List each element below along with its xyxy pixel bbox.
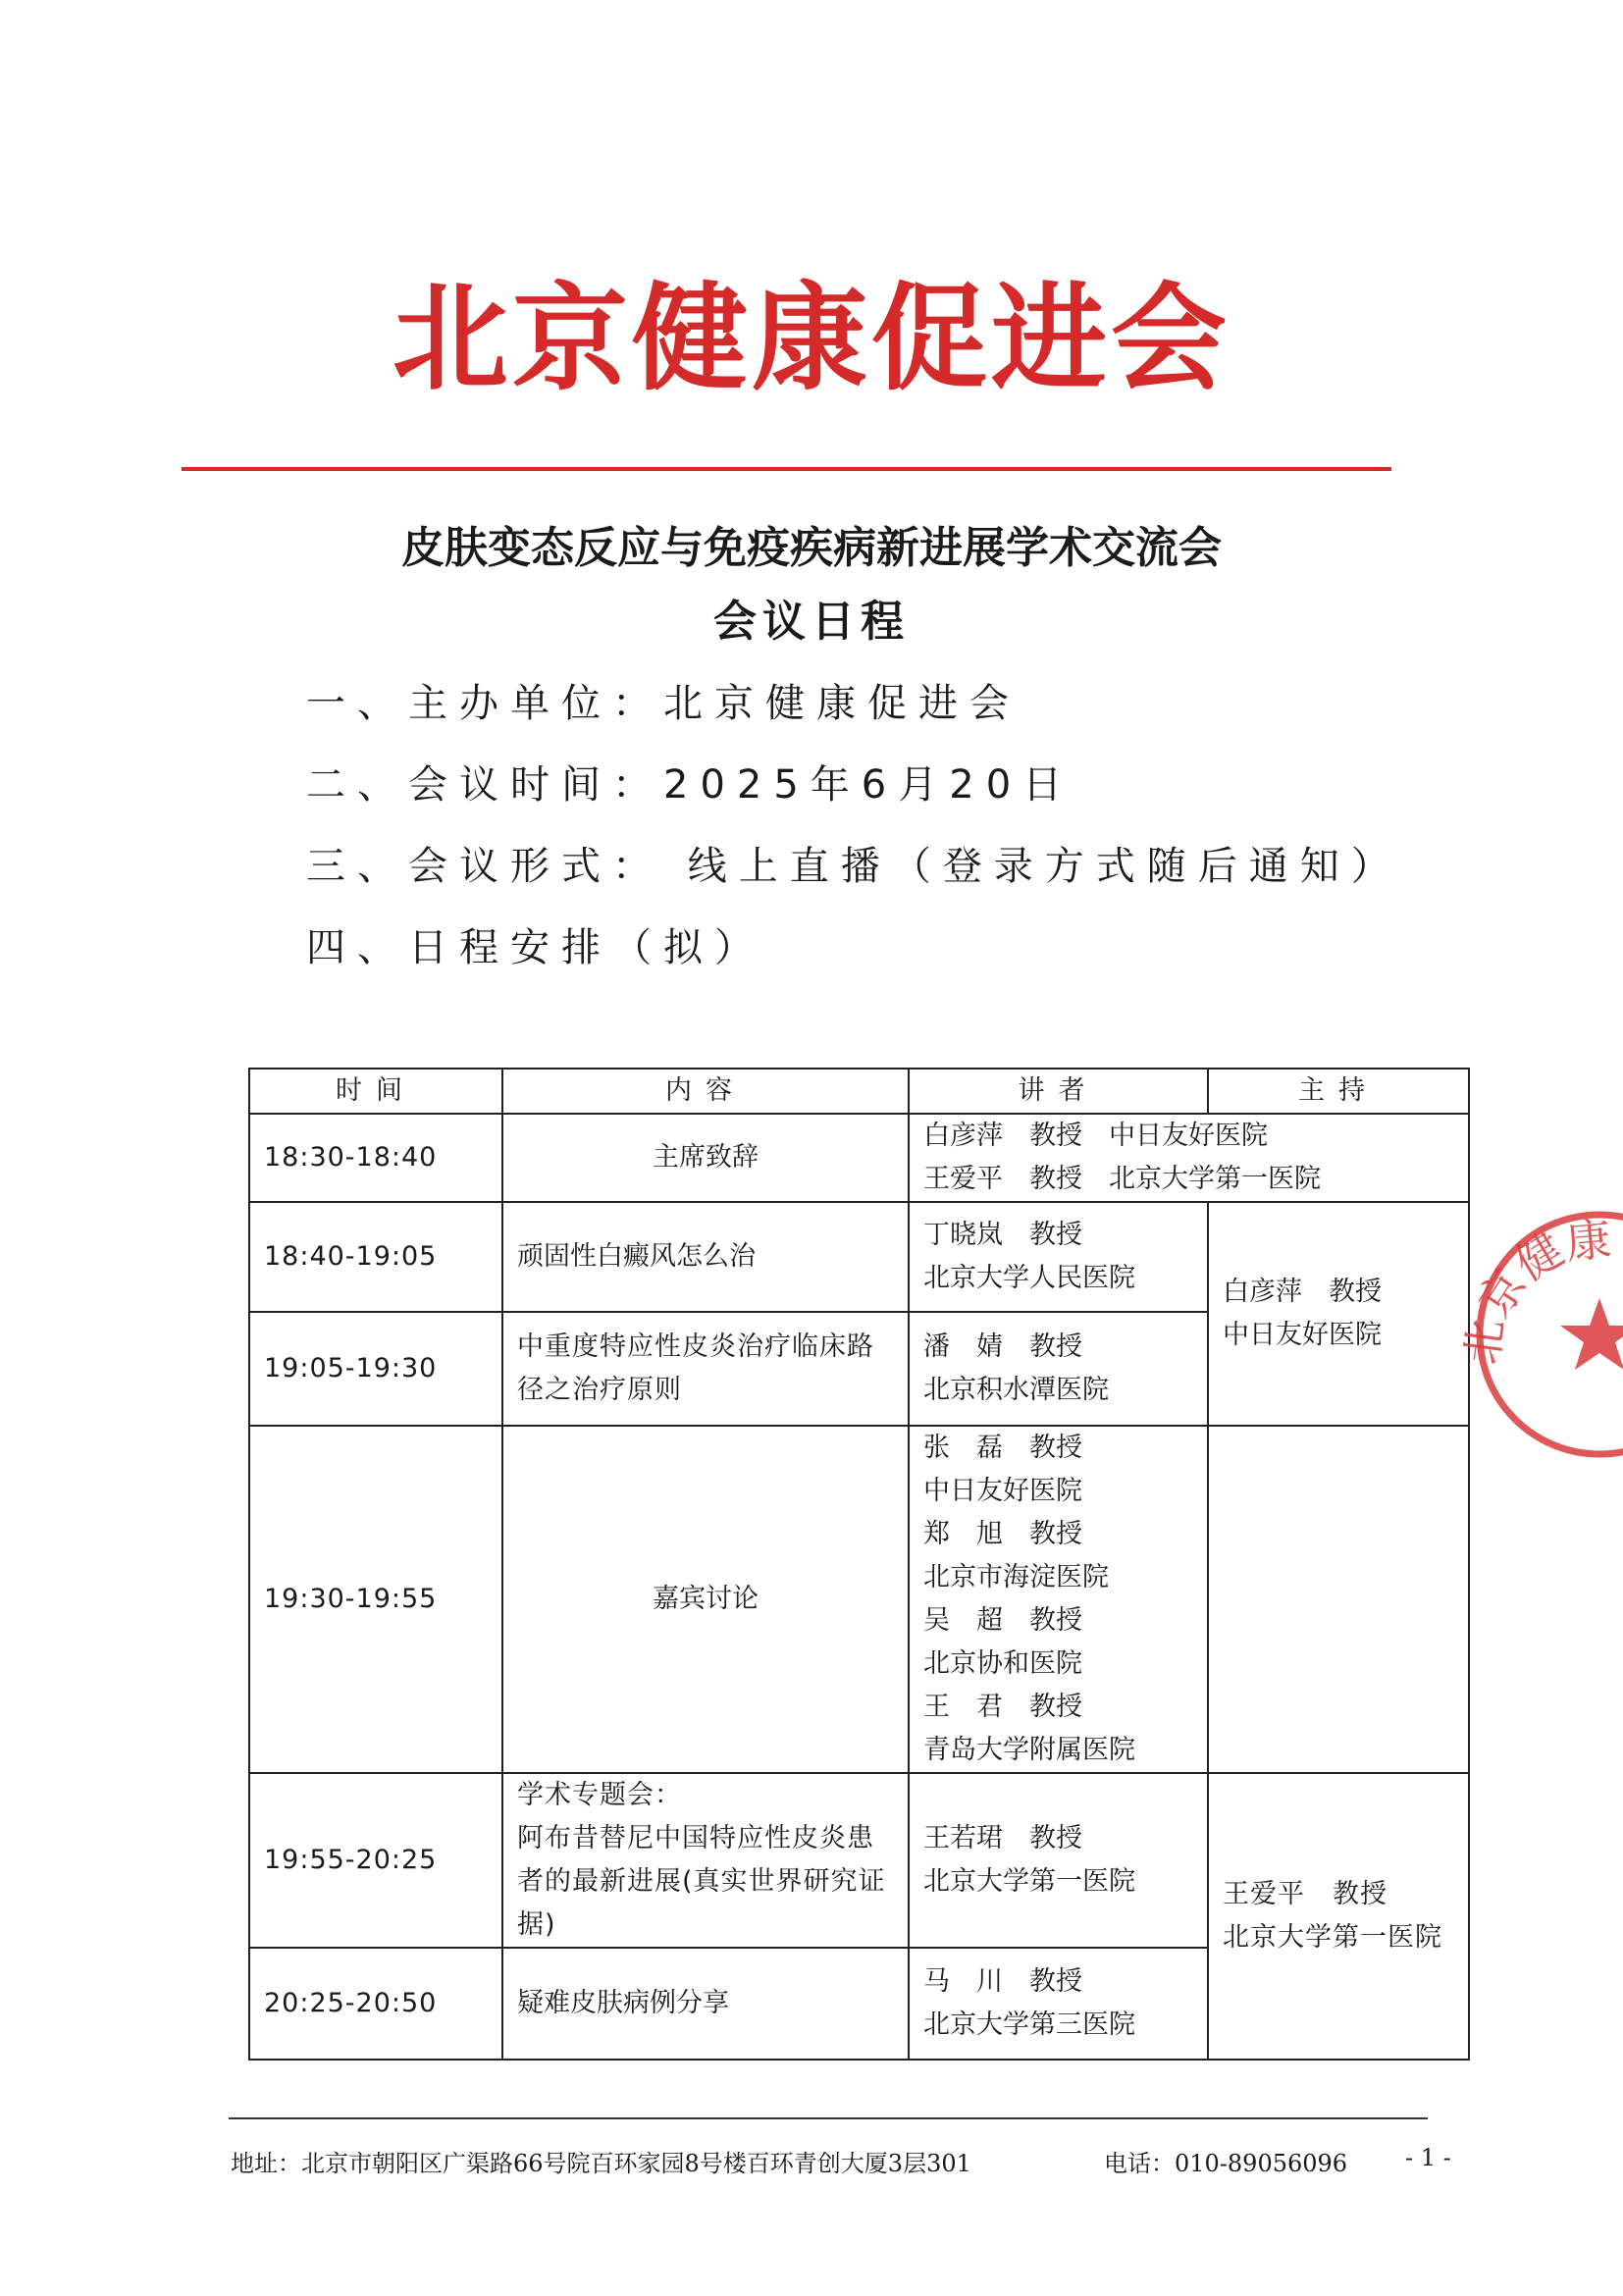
info-organizer: 一、主办单位：北京健康促进会 xyxy=(306,681,1021,726)
time-cell: 19:30-19:55 xyxy=(249,1426,502,1773)
speaker-line: 北京大学第三医院 xyxy=(923,2009,1135,2040)
time-cell: 18:40-19:05 xyxy=(249,1202,502,1312)
header-speaker: 讲者 xyxy=(909,1069,1208,1114)
info-format: 三、会议形式： 线上直播（登录方式随后通知） xyxy=(306,844,1402,889)
header-time: 时间 xyxy=(249,1069,502,1114)
content-cell: 顽固性白癜风怎么治 xyxy=(502,1202,909,1312)
table-row xyxy=(249,1426,1469,1773)
speaker-line: 王 君 教授 xyxy=(923,1692,1082,1722)
speaker-line: 马 川 教授 xyxy=(923,1966,1082,1997)
content-cell: 嘉宾讨论 xyxy=(502,1426,909,1773)
table-row xyxy=(249,1114,1469,1202)
table-row xyxy=(249,1202,1469,1312)
official-seal-stamp xyxy=(1442,1192,1623,1477)
content-line: 阿布昔替尼中国特应性皮炎患者的最新进展(真实世界研究证据) xyxy=(517,1823,886,1940)
speaker-line: 北京协和医院 xyxy=(923,1648,1082,1679)
speaker-line: 张 磊 教授 xyxy=(923,1433,1082,1463)
host-cell-empty xyxy=(1208,1426,1469,1773)
host-cell xyxy=(1208,1773,1469,2060)
letterhead-divider xyxy=(182,467,1391,471)
speaker-line: 青岛大学附属医院 xyxy=(923,1735,1135,1765)
speaker-cell xyxy=(909,1426,1208,1773)
speaker-line: 中日友好医院 xyxy=(923,1476,1082,1506)
host-hospital: 北京大学第一医院 xyxy=(1223,1922,1442,1953)
content-cell: 主席致辞 xyxy=(502,1114,909,1202)
host-name: 白彦萍 教授 xyxy=(1223,1277,1382,1307)
document-subtitle: 会议日程 xyxy=(713,597,910,647)
speaker-cell xyxy=(909,1114,1469,1202)
host-hospital: 中日友好医院 xyxy=(1223,1320,1382,1350)
page-number: - 1 - xyxy=(1405,2144,1451,2171)
time-cell: 19:05-19:30 xyxy=(249,1312,502,1426)
time-cell: 20:25-20:50 xyxy=(249,1948,502,2060)
time-cell: 19:55-20:25 xyxy=(249,1773,502,1948)
document-title: 皮肤变态反应与免疫疾病新进展学术交流会 xyxy=(401,523,1222,573)
speaker-line: 王爱平 教授 北京大学第一医院 xyxy=(923,1164,1321,1194)
table-row xyxy=(249,1773,1469,1948)
content-cell xyxy=(502,1773,909,1948)
speaker-cell xyxy=(909,1312,1208,1426)
speaker-line: 北京积水潭医院 xyxy=(923,1375,1109,1405)
info-date: 二、会议时间：2025年6月20日 xyxy=(306,762,1074,808)
speaker-line: 丁晓岚 教授 xyxy=(923,1220,1082,1250)
host-cell xyxy=(1208,1202,1469,1426)
speaker-cell xyxy=(909,1773,1208,1948)
speaker-line: 北京大学人民医院 xyxy=(923,1263,1135,1293)
speaker-cell xyxy=(909,1948,1208,2060)
table-header-row xyxy=(249,1069,1469,1114)
footer-divider xyxy=(229,2117,1428,2119)
header-host: 主持 xyxy=(1208,1069,1469,1114)
seal-star-icon xyxy=(1560,1298,1623,1370)
speaker-line: 吴 超 教授 xyxy=(923,1605,1082,1636)
speaker-line: 北京大学第一医院 xyxy=(923,1866,1135,1897)
schedule-table xyxy=(248,1068,1470,2061)
time-cell: 18:30-18:40 xyxy=(249,1114,502,1202)
content-cell: 中重度特应性皮炎治疗临床路径之治疗原则 xyxy=(502,1312,909,1426)
info-schedule-heading: 四、日程安排（拟） xyxy=(306,925,765,970)
speaker-cell xyxy=(909,1202,1208,1312)
organization-letterhead: 北京健康促进会 xyxy=(392,271,1230,406)
footer-address: 地址：北京市朝阳区广渠路66号院百环家园8号楼百环青创大厦3层301 xyxy=(231,2150,971,2177)
speaker-line: 潘 婧 教授 xyxy=(923,1331,1082,1362)
content-cell: 疑难皮肤病例分享 xyxy=(502,1948,909,2060)
speaker-line: 郑 旭 教授 xyxy=(923,1519,1082,1549)
seal-text: 北京健康 xyxy=(1454,1212,1614,1368)
speaker-line: 王若珺 教授 xyxy=(923,1823,1082,1853)
speaker-line: 白彦萍 教授 中日友好医院 xyxy=(923,1121,1268,1151)
host-name: 王爱平 教授 xyxy=(1223,1879,1387,1909)
header-content: 内容 xyxy=(502,1069,909,1114)
speaker-line: 北京市海淀医院 xyxy=(923,1562,1109,1592)
content-line: 学术专题会： xyxy=(517,1780,682,1810)
footer-phone: 电话：010-89056096 xyxy=(1104,2150,1348,2177)
